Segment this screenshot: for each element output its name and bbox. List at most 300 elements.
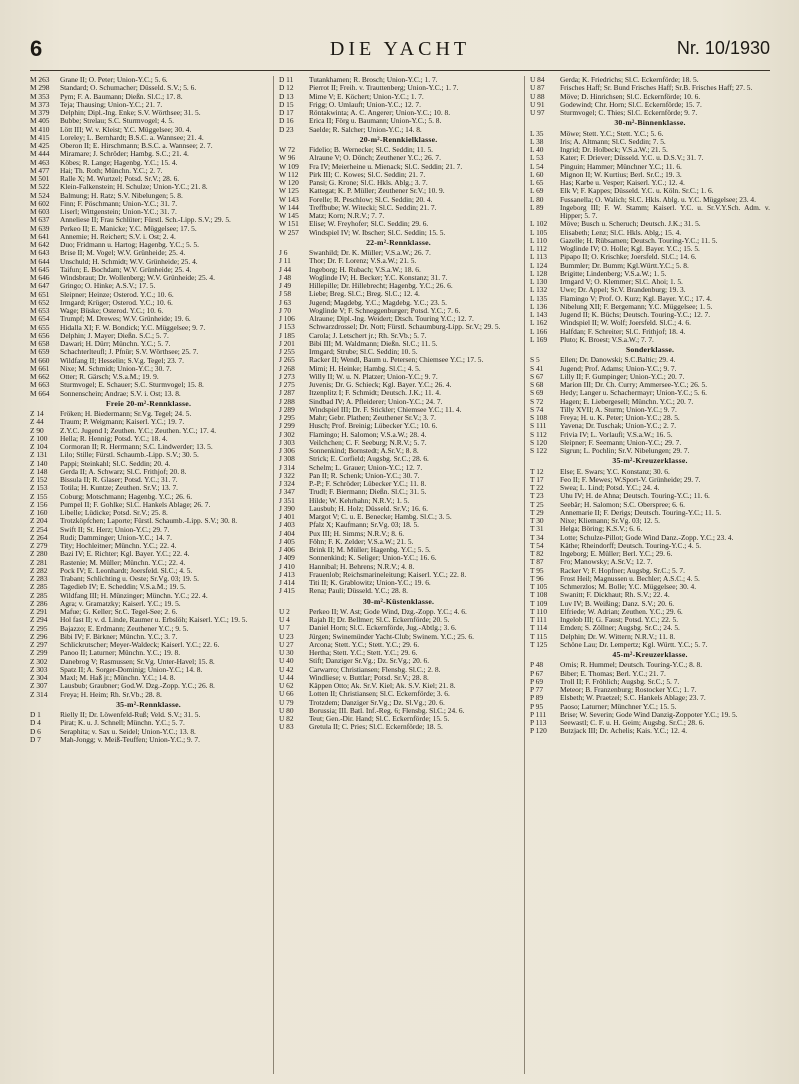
sail-number: J 70 bbox=[279, 305, 292, 315]
entry-details: Rena; Pauli; Düsseld. Y.C.; 28. 8. bbox=[309, 586, 408, 596]
entry-details: Feo II; F. Mewes; W.Sport-V. Grünheide; 29. 7. bbox=[560, 474, 701, 484]
sail-number: M 659 bbox=[30, 347, 50, 357]
entry-details: Pappi; Steinkahl; Sl.C. Seddin; 20. 4. bbox=[60, 458, 171, 468]
entry-details: Gerda II; A. Schwarz; Sl.C. Frithjof; 20. 8. bbox=[60, 466, 187, 476]
issue-number: Nr. 10/1930 bbox=[676, 38, 770, 58]
sail-number: Z 307 bbox=[30, 681, 48, 691]
sail-number: T 111 bbox=[530, 615, 547, 624]
sail-number: T 114 bbox=[530, 623, 548, 633]
entry-details: Otter; R. Gärsch; V.S.a.M.; 19. 9. bbox=[60, 372, 159, 381]
sail-number: M 501 bbox=[30, 174, 50, 183]
sail-number: L 130 bbox=[530, 277, 548, 286]
sail-number: M 444 bbox=[30, 149, 50, 159]
sail-number: U 91 bbox=[530, 99, 545, 109]
sail-number: Z 14 bbox=[30, 409, 44, 418]
sail-number: W 112 bbox=[279, 169, 299, 179]
sail-number: M 637 bbox=[30, 215, 50, 225]
entry-details: Hertha; Stett. Y.C.; Stett. Y.C.; 29. 6. bbox=[309, 648, 418, 657]
registry-column-2 bbox=[279, 76, 518, 1076]
sail-number: J 255 bbox=[279, 347, 295, 356]
sail-number: Z 264 bbox=[30, 532, 48, 542]
entry-details: Teja; Thausing; Union-Y.C.; 21. 7. bbox=[60, 99, 163, 109]
sail-number: J 58 bbox=[279, 289, 292, 299]
sail-number: J 410 bbox=[279, 561, 295, 571]
sail-number: J 404 bbox=[279, 528, 295, 538]
entry-details: Käppen Otto; Ak. Sr.V. Kiel; Ak. S.V. Kiel; 21. 8. bbox=[309, 681, 456, 690]
entry-details: Hillepille; Dr. Hillebrecht; Hagenbg. Y.C.; 26. 6. bbox=[309, 281, 453, 290]
entry-details: Willy II; W. u. N. Platzer; Union-Y.C.; 9. 7. bbox=[309, 371, 438, 381]
sail-number: J 106 bbox=[279, 314, 295, 323]
sail-number: J 406 bbox=[279, 545, 295, 554]
entry-details: Alraune; Dipl.-Ing. Weidert; Dtsch. Touring Y.C.; 12. 7. bbox=[309, 314, 474, 323]
entry-details: Itzenplitz I; F. Schmidt; Deutsch. J.K.; 11. 4. bbox=[309, 388, 441, 398]
entry-details: Annemarie II; F. Derigs; Deutsch. Touring-Y.C.; 11. 5. bbox=[560, 507, 722, 517]
sail-number: M 463 bbox=[30, 157, 50, 167]
entry-details: Tutankhamen; R. Brosch; Union-Y.C.; 1. 7. bbox=[309, 76, 438, 84]
entry-details: Liebe; Breg. Sl.C.; Breg. Sl.C.; 12. 4. bbox=[309, 289, 420, 299]
sail-number: M 405 bbox=[30, 116, 50, 126]
entry-details: Ellen; Dr. Danowski; S.C.Baltic; 29. 4. bbox=[560, 355, 676, 365]
sail-number: T 108 bbox=[530, 590, 548, 600]
sail-number: Z 279 bbox=[30, 541, 48, 550]
registry-entry bbox=[279, 229, 518, 237]
sail-number: W 109 bbox=[279, 161, 299, 171]
sail-number: L 102 bbox=[530, 219, 548, 229]
registry-column-1 bbox=[30, 76, 267, 1076]
entry-details: Racker II; Wendl, Baum u. Petersen; Chiemsee Y.C.; 17. 5. bbox=[309, 355, 484, 365]
entry-details: Wildfang III; H. Münzinger; Münchn. Y.C.; 22. 4. bbox=[60, 590, 208, 600]
entry-details: Mah-Jongg; v. Meiß-Teuffen; Union-Y.C.; 9. 7. bbox=[60, 734, 200, 744]
entry-details: Matz; Korn; N.R.V.; 7. 7. bbox=[309, 211, 385, 220]
sail-number: Z 100 bbox=[30, 433, 48, 443]
entry-details: Sigrun; L. Pochlin; Sr.V. Nibelungen; 29. 7. bbox=[560, 446, 690, 455]
entry-details: Ornis; R. Hummel; Deutsch. Touring-Y.C.; 8. 8. bbox=[560, 660, 703, 670]
sail-number: Z 285 bbox=[30, 582, 48, 592]
entry-details: Kater; F. Driever; Düsseld. Y.C. u. D.S.V.; 31. 7. bbox=[560, 153, 704, 163]
entry-details: Oberon II; E. Hirschmann; B.S.C. a. Wannsee; 2. 7. bbox=[60, 141, 213, 150]
entry-details: Gringo; O. Hinke; A.S.V.; 17. 5. bbox=[60, 281, 156, 291]
entry-details: Panoo II; Laturner; Münchn. Y.C.; 19. 8. bbox=[60, 648, 181, 658]
sail-number: L 54 bbox=[530, 161, 544, 171]
sail-number: T 12 bbox=[530, 466, 544, 476]
entry-details: Thor; Dr. F. Lorenz; V.S.a.W.; 21. 5. bbox=[309, 256, 417, 266]
entry-details: Klein-Falkenstein; H. Schulze; Union-Y.C.; 21. 8. bbox=[60, 182, 208, 192]
entry-details: Bissula II; R. Glaser; Potsd. Y.C.; 31. 7. bbox=[60, 475, 178, 484]
entry-details: Sindbad IV; A. Pfleiderer; Union-Y.C.; 24. 7. bbox=[309, 396, 443, 406]
entry-details: Elise; W. Freyhofer; Sl.C. Seddin; 29. 6. bbox=[309, 219, 429, 229]
sail-number: J 322 bbox=[279, 470, 295, 480]
entry-details: Cormoran II; R. Herrmann; S.C. Lindwerder; 13. 5. bbox=[60, 442, 213, 451]
registry-entry bbox=[30, 390, 267, 398]
sail-number: T 96 bbox=[530, 573, 544, 583]
entry-details: Sonnenkind; K. Seliger; Union-Y.C.; 16. 6. bbox=[309, 553, 437, 563]
entry-details: Seebär; H. Salomon; S.C. Oberspree; 6. 6. bbox=[560, 499, 686, 509]
entry-details: Traum; P. Weigmann; Kaiserl. Y.C.; 19. 7. bbox=[60, 417, 185, 427]
entry-details: Pan II; R. Schenk; Union-Y.C.; 30. 7. bbox=[309, 470, 420, 480]
entry-details: Gazelle; H. Rübsamen; Deutsch. Touring-Y.C.; 11. 5. bbox=[560, 235, 718, 245]
sail-number: M 522 bbox=[30, 182, 50, 192]
entry-details: Swea; L. Lind; Potsd. Y.C.; 24. 4. bbox=[560, 483, 660, 492]
entry-details: Carola; J. Letschert jr.; Rh. Sr.Vb.; 5. 7. bbox=[309, 330, 427, 340]
registry-entry bbox=[530, 641, 770, 649]
sail-number: T 31 bbox=[530, 524, 544, 534]
sail-number: S 112 bbox=[530, 429, 547, 439]
entry-details: Seraphita; v. Sax u. Seidel; Union-Y.C.; 13. 8. bbox=[60, 726, 196, 736]
entry-details: Forelle; R. Peschlow; Sl.C. Seddin; 20. 4. bbox=[309, 194, 433, 204]
entry-details: Butzjack III; Dr. Achelis; Kais. Y.C.; 12. 4. bbox=[560, 726, 688, 736]
sail-number: U 2 bbox=[279, 606, 290, 616]
sail-number: M 603 bbox=[30, 207, 50, 216]
sail-number: T 30 bbox=[530, 516, 544, 525]
entry-details: Freya; H. Heim; Rh. Sr.Vb.; 28. 8. bbox=[60, 689, 162, 699]
sail-number: T 23 bbox=[530, 491, 544, 501]
sail-number: J 324 bbox=[279, 479, 295, 488]
sail-number: Z 283 bbox=[30, 574, 48, 583]
sail-number: Z 299 bbox=[30, 648, 48, 658]
entry-details: Fro; Manowsky; A.Sr.V.; 12. 7. bbox=[560, 557, 653, 567]
entry-details: Strick; E. Corfield; Augsbg. Sr.C.; 28. 6. bbox=[309, 454, 429, 464]
sail-number: Z 286 bbox=[30, 598, 48, 608]
entry-details: Wage; Büske; Osterod. Y.C.; 10. 6. bbox=[60, 306, 164, 315]
entry-details: Unschuld; H. Schmidt; W.V. Grünheide; 25. 4. bbox=[60, 256, 198, 266]
entry-details: Seewastl; C. F. u. H. Geim; Augsbg. Sr.C.; 28. 6. bbox=[560, 718, 705, 727]
sail-number: L 105 bbox=[530, 227, 548, 237]
sail-number: D 7 bbox=[30, 734, 41, 744]
sail-number: L 40 bbox=[530, 145, 544, 154]
registry-entry bbox=[530, 447, 770, 455]
sail-number: M 410 bbox=[30, 124, 50, 134]
sail-number: U 23 bbox=[279, 631, 294, 641]
entry-details: Kattegat; K. P. Müller; Zeuthener Sr.V.; 10. 9. bbox=[309, 186, 445, 196]
entry-details: Gretula II; C. Pries; Sl.C. Eckernförde; 18. 5. bbox=[309, 722, 443, 732]
entry-details: Frigg; O. Umlauft; Union-Y.C.; 12. 7. bbox=[309, 99, 421, 109]
entry-details: Stift; Danziger Sr.Vg.; Dz. Sr.Vg.; 20. 6. bbox=[309, 656, 430, 666]
sail-number: U 30 bbox=[279, 648, 294, 657]
sail-number: U 7 bbox=[279, 623, 290, 633]
entry-details: Pansi; G. Krone; Sl.C. Hkls. Ablg.; 3. 7. bbox=[309, 178, 428, 187]
entry-details: Delphin; Dipl.-Ing. Enke; S.V. Wörthsee; 31. 5. bbox=[60, 108, 201, 117]
entry-details: Carwarro; Christiansen; Flensbg. Sl.C.; 2. 8. bbox=[309, 664, 441, 674]
entry-details: Woglinde IV; O. Holle; Kgl. Bayer. Y.C.; 15. 5. bbox=[560, 244, 700, 253]
entry-details: Bajazzo; E. Erdmann; Zeuthener Y.C.; 9. 5. bbox=[60, 623, 189, 633]
entry-details: Woglinde IV; H. Becker; Y.C. Konstanz; 31. 7. bbox=[309, 272, 448, 282]
sail-number: M 653 bbox=[30, 306, 50, 315]
entry-details: Ingeborg III; F. W. Stamm; Kaiserl. Y.C. u. Sr.V.Y.Sch. Adm. v. Hipper; 5. 7. bbox=[560, 202, 770, 220]
sail-number: M 651 bbox=[30, 289, 50, 299]
entry-details: Schöne Lau; Dr. Lempertz; Kgl. Württ. Y.C.; 5. 7. bbox=[560, 639, 708, 649]
sail-number: P 95 bbox=[530, 701, 544, 711]
sail-number: M 379 bbox=[30, 108, 50, 117]
entry-details: Biber; E. Thomas; Berl. Y.C.; 21. 7. bbox=[560, 668, 666, 678]
entry-details: Pierrot II; Freih. v. Trauttenberg; Union-Y.C.; 1. 7. bbox=[309, 83, 459, 93]
entry-details: Pipapo II; O. Krischke; Joersfeld. Sl.C.; 14. 6. bbox=[560, 252, 697, 262]
sail-number: S 41 bbox=[530, 363, 544, 373]
entry-details: Elisabeth; Lenz; Sl.C. Hkls. Ablg.; 15. 4. bbox=[560, 227, 682, 237]
sail-number: T 82 bbox=[530, 549, 544, 558]
entry-details: Windspiel III; Dr. F. Stickler; Chiemsee Y.C.; 11. 4. bbox=[309, 404, 462, 414]
entry-details: Hannibal; H. Behrens; N.R.V.; 4. 8. bbox=[309, 561, 415, 571]
page-number: 6 bbox=[30, 36, 43, 61]
sail-number: S 5 bbox=[530, 355, 540, 365]
entry-details: Lilo; Stille; Fürstl. Schaumb.-Lipp. S.V.; 30. 5. bbox=[60, 450, 199, 460]
sail-number: L 128 bbox=[530, 268, 548, 278]
sail-number: L 69 bbox=[530, 186, 544, 196]
sail-number: L 110 bbox=[530, 235, 547, 245]
sail-number: Z 155 bbox=[30, 491, 48, 501]
entry-details: Danebrog V; Rasmussen; Sr.Vg. Unter-Havel; 15. 8. bbox=[60, 656, 215, 666]
entry-details: Emden; S. Zöllner; Augsbg. Sr.C.; 24. 5. bbox=[560, 623, 680, 633]
entry-details: Grane II; O. Peter; Union-Y.C.; 5. 6. bbox=[60, 76, 168, 84]
entry-details: Sleipner; Heinze; Osterod. Y.C.; 10. 6. bbox=[60, 289, 174, 299]
entry-details: Anneliese II; Frau Schlüter; Fürstl. Sch.-Lipp. S.V.; 29. 5. bbox=[60, 215, 231, 225]
sail-number: L 53 bbox=[530, 153, 544, 163]
entry-details: Lausbub; Graubner; God.W. Dzg.-Zopp. Y.C.; 26. 8. bbox=[60, 681, 215, 691]
sail-number: J 201 bbox=[279, 338, 295, 348]
entry-details: Mafue; G. Keller; Sr.C. Tegel-See; 2. 6. bbox=[60, 607, 178, 616]
entry-details: Schachterlteufl; J. Pfnür; S.V. Wörthsee; 25. 7. bbox=[60, 347, 199, 357]
entry-details: Erica II; Förg u. Baumann; Union-Y.C.; 5. 8. bbox=[309, 116, 442, 126]
sail-number: P 77 bbox=[530, 685, 544, 694]
entry-details: Z.Y.C. Jugend I; Zeuthen. Y.C.; Zeuthen. Y.C.; 17. 4. bbox=[60, 425, 217, 435]
sail-number: Z 296 bbox=[30, 631, 48, 641]
sail-number: U 27 bbox=[279, 639, 294, 649]
entry-details: Windspiel IV; W. Ibscher; Sl.C. Seddin; 15. 5. bbox=[309, 227, 446, 237]
sail-number: W 257 bbox=[279, 227, 299, 237]
sail-number: M 646 bbox=[30, 273, 50, 282]
sail-number: P 113 bbox=[530, 718, 547, 727]
entry-details: Meteor; B. Franzenburg; Rostocker Y.C.; 1. 7. bbox=[560, 685, 697, 694]
sail-number: Z 282 bbox=[30, 565, 48, 575]
sail-number: P 89 bbox=[530, 693, 544, 703]
entry-details: Röntakwinta; A. C. Angerer; Union-Y.C.; 10. 8. bbox=[309, 108, 451, 117]
entry-details: Lött III; W. v. Kleist; Y.C. Müggelsee; 30. 4. bbox=[60, 124, 192, 134]
sail-number: T 17 bbox=[530, 474, 544, 484]
entry-details: P.-P.; F. Schröder; Lübecker Y.C.; 11. 8. bbox=[309, 479, 427, 488]
class-heading: Freie 20-m²-Rennklasse. bbox=[105, 398, 192, 408]
sail-number: J 49 bbox=[279, 281, 292, 290]
sail-number: W 144 bbox=[279, 202, 299, 212]
sail-number: J 287 bbox=[279, 388, 295, 398]
entry-details: Trabant; Schlichting u. Oeste; Sr.Vg. 03; 19. 5. bbox=[60, 574, 199, 583]
sail-number: J 414 bbox=[279, 578, 295, 587]
registry-entry bbox=[30, 736, 267, 744]
entry-details: Bibi IV; F. Birkner; Münchn. Y.C.; 3. 7. bbox=[60, 631, 178, 641]
entry-details: Pinguin; Hammer; Münchner Y.C.; 11. 6. bbox=[560, 161, 682, 171]
entry-details: Nixe; M. Schmidt; Union-Y.C.; 30. 7. bbox=[60, 363, 172, 373]
sail-number: J 295 bbox=[279, 413, 295, 422]
entry-details: Treffbube; W. Witecki; Sl.C. Seddin; 21. 7. bbox=[309, 202, 437, 212]
header-divider bbox=[30, 70, 770, 71]
entry-details: Irmgard V; O. Klemmer; Sl.C. Ahoi; 1. 5. bbox=[560, 277, 683, 286]
sail-number: J 306 bbox=[279, 446, 295, 455]
entry-details: Yavena; Dr. Tuschak; Union-Y.C.; 2. 7. bbox=[560, 421, 677, 431]
sail-number: L 132 bbox=[530, 285, 548, 295]
sail-number: W 143 bbox=[279, 194, 299, 204]
entry-details: Woglinde V; F. Schneggenburger; Potsd. Y.C.; 7. 6. bbox=[309, 305, 461, 315]
entry-details: Hagen; E. Liebergesell; Münchn. Y.C.; 20. 7. bbox=[560, 396, 694, 406]
sail-number: T 110 bbox=[530, 606, 548, 616]
sail-number: M 642 bbox=[30, 240, 50, 249]
sail-number: U 87 bbox=[530, 83, 545, 93]
sail-number: J 63 bbox=[279, 297, 292, 307]
entry-details: Jugend II; K. Büchs; Deutsch. Touring-Y.C.; 12. 7. bbox=[560, 310, 711, 319]
sail-number: M 661 bbox=[30, 363, 50, 373]
entry-details: Hilde; W. Kehrhahn; N.R.V.; 1. 5. bbox=[309, 495, 410, 505]
entry-details: Swanhild; Dr. K. Müller; V.S.a.W.; 26. 7. bbox=[309, 248, 431, 257]
sail-number: L 38 bbox=[530, 136, 544, 146]
sail-number: S 108 bbox=[530, 413, 548, 422]
entry-details: Dawari; H. Dürr; Münchn. Y.C.; 5. 7. bbox=[60, 339, 171, 348]
sail-number: S 67 bbox=[530, 371, 544, 381]
sail-number: L 113 bbox=[530, 252, 547, 262]
sail-number: M 645 bbox=[30, 264, 50, 274]
sail-number: Z 90 bbox=[30, 425, 44, 435]
entry-details: Flamingo; H. Salomon; V.S.a.W.; 28. 4. bbox=[309, 429, 427, 439]
entry-details: Sturmvogel; E. Schauer; S.C. Sturmvogel; 15. 8. bbox=[60, 380, 204, 390]
entry-details: Racker V; F. Hopfner; Augsbg. Sr.C.; 5. 7. bbox=[560, 565, 685, 575]
sail-number: L 162 bbox=[530, 318, 548, 328]
sail-number: T 22 bbox=[530, 483, 544, 492]
sail-number: J 302 bbox=[279, 429, 295, 439]
entry-details: Delphin; Dr. W. Wittern; N.R.V.; 11. 8. bbox=[560, 631, 676, 641]
sail-number: Z 44 bbox=[30, 417, 44, 427]
sail-number: U 84 bbox=[530, 76, 545, 84]
entry-details: Trumpf; M. Drewes; W.V. Grünheide; 19. 6. bbox=[60, 314, 191, 324]
entry-details: Husch; Prof. Breinig; Lübecker Y.C.; 10. 6. bbox=[309, 421, 438, 431]
sail-number: L 166 bbox=[530, 326, 548, 336]
entry-details: Hol fast II; v. d. Linde, Raumer u. Erbslöh; Kaiserl. Y.C.; 19. 5. bbox=[60, 615, 248, 625]
entry-details: Fidelio; B. Wernecke; Sl.C. Seddin; 11. 5. bbox=[309, 145, 434, 154]
entry-details: Rudi; Damminger; Union-Y.C.; 14. 7. bbox=[60, 532, 172, 542]
entry-details: Elfriede; W. Adrian; Zeuthen. Y.C.; 29. 6. bbox=[560, 606, 683, 616]
sail-number: M 373 bbox=[30, 99, 50, 109]
sail-number: M 524 bbox=[30, 190, 50, 200]
sail-number: M 644 bbox=[30, 256, 50, 266]
sail-number: M 654 bbox=[30, 314, 50, 324]
sail-number: L 135 bbox=[530, 293, 548, 303]
entry-details: Taifun; E. Bochdam; W.V. Grünheide; 25. 4. bbox=[60, 264, 192, 274]
entry-details: Rielly II; Dr. Löwenfeld-Ruß; Veld. S.V.; 31. 5. bbox=[60, 710, 201, 719]
entry-details: Marion III; Dr. Ch. Curry; Ammersee-Y.C.; 26. 5. bbox=[560, 380, 708, 389]
entry-details: Mime V; E. Köchert; Union-Y.C.; 1. 7. bbox=[309, 91, 424, 101]
sail-number: Z 297 bbox=[30, 640, 48, 649]
entry-details: Has; Karbe u. Vesper; Kaiserl. Y.C.; 12. 4. bbox=[560, 178, 685, 187]
entry-details: Alraune V; O. Dönch; Zeuthener Y.C.; 26. 7. bbox=[309, 153, 441, 163]
sail-number: Z 131 bbox=[30, 450, 48, 460]
sail-number: S 68 bbox=[530, 380, 544, 389]
entry-details: Ingrid; Dr. Holbeck; V.S.a.W.; 21. 5. bbox=[560, 145, 668, 154]
entry-details: Schelm; L. Grauer; Union-Y.C.; 12. 7. bbox=[309, 462, 423, 472]
column-divider bbox=[273, 76, 274, 1074]
class-heading: 22-m²-Rennklasse. bbox=[366, 237, 431, 247]
sail-number: D 4 bbox=[30, 718, 41, 728]
entry-details: Sonnenschein; Andrae; S.V. i. Ost; 13. 8. bbox=[60, 388, 181, 398]
sail-number: W 96 bbox=[279, 153, 296, 163]
entry-details: Lilly II; F. Gumpinger; Union-Y.C.; 20. 7. bbox=[560, 371, 685, 381]
entry-details: Pock IV; E. Leonhardt; Joersfeld. Sl.C.; 4. 5. bbox=[60, 565, 193, 575]
entry-details: Jugend; Prof. Adams; Union-Y.C.; 9. 7. bbox=[560, 363, 677, 373]
sail-number: S 111 bbox=[530, 421, 547, 431]
sail-number: D 12 bbox=[279, 83, 294, 93]
entry-details: Sleipner; F. Seemann; Union-Y.C.; 29. 7. bbox=[560, 437, 682, 447]
sail-number: L 80 bbox=[530, 194, 544, 204]
sail-number: J 409 bbox=[279, 553, 295, 563]
registry-entry bbox=[530, 204, 770, 221]
sail-number: T 34 bbox=[530, 532, 544, 542]
sail-number: Z 303 bbox=[30, 664, 48, 674]
entry-details: Lotte; Schulze-Pillot; Gode Wind Danz.-Zopp. Y.C.; 23. 4. bbox=[560, 532, 734, 542]
entry-details: Arcona; Stett. Y.C.; Stett. Y.C.; 29. 6. bbox=[309, 639, 420, 649]
sail-number: D 16 bbox=[279, 116, 294, 126]
entry-details: Frost Heil; Magnussen u. Bechler; A.S.C.; 4. 5. bbox=[560, 573, 700, 583]
entry-details: Fra IV; Meierheine u. Mienack; Sl.C. Seddin; 21. 7. bbox=[309, 161, 463, 171]
sail-number: M 425 bbox=[30, 141, 50, 150]
sail-number: L 112 bbox=[530, 244, 547, 253]
entry-details: Windliese; v. Buttlar; Potsd. Sr.V.; 28. 8. bbox=[309, 672, 429, 682]
entry-details: Tity; Hochleitner; Münchn. Y.C.; 22. 4. bbox=[60, 541, 177, 550]
entry-details: Swift II; St. Herz; Union-Y.C.; 29. 7. bbox=[60, 524, 170, 534]
entry-details: Godewind; Chr. Horn; Sl.C. Eckernförde; 15. 7. bbox=[560, 99, 702, 109]
entry-details: Pirat; K. u. J. Schnell; Münchn. Y.C.; 5. 7. bbox=[60, 718, 185, 728]
sail-number: U 66 bbox=[279, 689, 294, 699]
entry-details: Ingeborg; H. Rubach; V.S.a.W.; 18. 6. bbox=[309, 264, 421, 274]
entry-details: Titi II; K. Grablowitz; Union-Y.C.; 19. 6. bbox=[309, 578, 431, 587]
entry-details: Fröken; H. Biedermann; Sr.Vg. Tegel; 24. 5. bbox=[60, 409, 192, 418]
entry-details: Schmerzlos; M. Bolle; Y.C. Müggelsee; 30. 4. bbox=[560, 582, 697, 591]
sail-number: Z 140 bbox=[30, 458, 48, 468]
entry-details: Trotzdem; Danziger Sr.Vg.; Dz. Sl.Vg.; 20. 6. bbox=[309, 697, 445, 707]
sail-number: U 40 bbox=[279, 656, 294, 666]
entry-details: Troll II; F. Fröhlich; Augsbg. Sr.C.; 5. 7. bbox=[560, 676, 680, 686]
sail-number: Z 304 bbox=[30, 673, 48, 682]
entry-details: Saelde; R. Salcher; Union-Y.C.; 14. 8. bbox=[309, 124, 422, 134]
entry-details: Sonnenkind; Bornstedt; A.Sr.V.; 8. 8. bbox=[309, 446, 419, 455]
sail-number: U 4 bbox=[279, 615, 290, 624]
entry-details: Jürgen; Swinemünder Yacht-Club; Swinem. Y.C.; 25. 6. bbox=[309, 631, 474, 641]
sail-number: Z 302 bbox=[30, 656, 48, 666]
sail-number: L 136 bbox=[530, 301, 548, 311]
entry-details: Rajah II; Dr. Bellmer; Sl.C. Eckernförde; 20. 5. bbox=[309, 615, 450, 624]
sail-number: M 477 bbox=[30, 165, 50, 175]
sail-number: L 65 bbox=[530, 178, 544, 187]
entry-details: Balmung; H. Ratz; S.V. Nibelungen; 5. 8. bbox=[60, 190, 183, 200]
sail-number: Z 148 bbox=[30, 466, 48, 476]
entry-details: Ingeborg; E. Müller; Berl. Y.C.; 29. 6. bbox=[560, 549, 673, 558]
entry-details: Hedy; Langer u. Schachermayr; Union-Y.C.; 5. 6. bbox=[560, 388, 708, 398]
entry-details: Bibi III; M. Waldmann; Dießn. Sl.C.; 11. 5. bbox=[309, 338, 438, 348]
sail-number: L 143 bbox=[530, 310, 548, 319]
sail-number: J 48 bbox=[279, 272, 292, 282]
entry-details: Maxl; M. Haß jr.; Münchn. Y.C.; 14. 8. bbox=[60, 673, 176, 682]
sail-number: M 639 bbox=[30, 223, 50, 233]
entry-details: Hidalla XI; F. W. Bondick; Y.C. Müggelsee; 9. 7. bbox=[60, 322, 206, 332]
sail-number: T 25 bbox=[530, 499, 544, 509]
entry-details: Mahr; Gebr. Plathen; Zeuthener Sr.V.; 3. 7. bbox=[309, 413, 436, 422]
sail-number: D 17 bbox=[279, 108, 294, 117]
entry-details: Paoso; Laturner; Münchner Y.C.; 15. 5. bbox=[560, 701, 677, 711]
sail-number: M 664 bbox=[30, 388, 50, 398]
entry-details: Frisches Haff; Sr. Bund Frisches Haff; Sr.B. Frisches Haff; 27. 5. bbox=[560, 83, 753, 93]
registry-entry bbox=[530, 109, 770, 117]
entry-details: Ingelob III; G. Faust; Potsd. Y.C.; 22. 5. bbox=[560, 615, 679, 624]
sail-number: Z 285 bbox=[30, 590, 48, 600]
class-heading: 30-m²-Binnenklasse. bbox=[614, 118, 686, 128]
entry-details: Uhu IV; H. de Ahna; Deutsch. Touring-Y.C.; 11. 6. bbox=[560, 491, 710, 501]
entry-details: Miramare; J. Schröder; Hambg. S.C.; 21. 4. bbox=[60, 149, 189, 159]
entry-details: Juvenis; Dr. G. Schieck; Kgl. Bayer. Y.C.; 26. 4. bbox=[309, 380, 452, 389]
entry-details: Annemie; H. Reichert; S.V. i. Ost; 2. 4. bbox=[60, 231, 176, 241]
sail-number: Z 104 bbox=[30, 442, 48, 451]
